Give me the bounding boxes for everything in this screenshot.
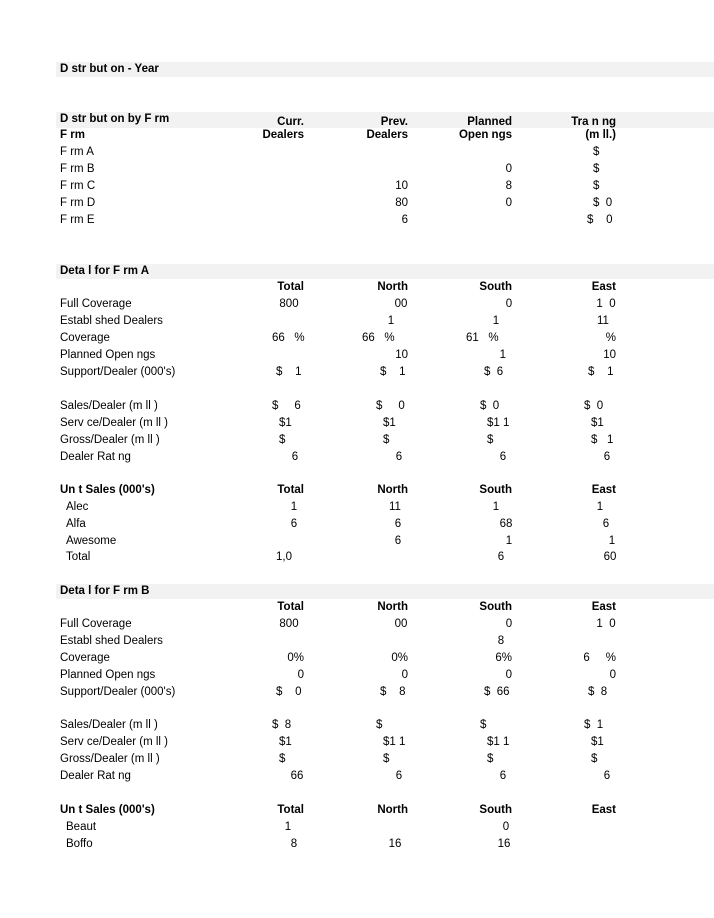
metric-north: 0 bbox=[401, 669, 408, 681]
metric-label: Full Coverage bbox=[60, 618, 132, 630]
metric-label: Support/Dealer (000's) bbox=[60, 686, 176, 698]
metric-total: 0% bbox=[287, 652, 304, 664]
metric-east: 0 bbox=[609, 669, 616, 681]
metric-east: % bbox=[605, 332, 616, 344]
firm-row-training: $ 0 bbox=[587, 214, 613, 226]
firm-row-label: F rm D bbox=[60, 197, 96, 209]
metric-east: 6 bbox=[603, 451, 611, 463]
firm-row-label: F rm E bbox=[60, 214, 95, 226]
metric-total: 66 % bbox=[272, 332, 305, 344]
header-prev-dealers-1: Prev. bbox=[380, 116, 408, 128]
col-header-total: Total bbox=[277, 804, 304, 816]
metric-east: $ 1 bbox=[584, 719, 604, 731]
col-header-north: North bbox=[377, 601, 408, 613]
header-curr-dealers-2: Dealers bbox=[262, 129, 304, 141]
metric-north: 1 bbox=[387, 315, 395, 327]
firm-row-training: $ bbox=[593, 146, 600, 158]
metric-north: 10 bbox=[395, 349, 408, 361]
metric-east: $1 bbox=[591, 417, 604, 429]
metric-south: 1 bbox=[499, 349, 506, 361]
metric-label: Sales/Dealer (m ll ) bbox=[60, 719, 158, 731]
col-header-south: South bbox=[479, 281, 512, 293]
metric-north: $ bbox=[383, 753, 390, 765]
metric-east: $ 1 bbox=[591, 434, 614, 446]
col-header-east: East bbox=[591, 281, 616, 293]
metric-label: Full Coverage bbox=[60, 298, 132, 310]
header-prev-dealers-2: Dealers bbox=[366, 129, 408, 141]
metric-total: 66 bbox=[290, 770, 304, 782]
metric-north: 00 bbox=[394, 618, 408, 630]
metric-north: $ bbox=[383, 434, 390, 446]
metric-south: $ bbox=[480, 719, 487, 731]
distribution-title: D str but on by F rm bbox=[60, 113, 170, 125]
unit-north: 6 bbox=[394, 518, 402, 530]
firm-row-prev: 6 bbox=[401, 214, 408, 226]
col-header-total: Total bbox=[277, 281, 304, 293]
metric-total: $ bbox=[279, 753, 286, 765]
firm-row-training: $ 0 bbox=[593, 197, 613, 209]
metric-label: Serv ce/Dealer (m ll ) bbox=[60, 417, 168, 429]
metric-south: $ bbox=[487, 753, 494, 765]
metric-total: 0 bbox=[297, 669, 304, 681]
metric-east: $ 8 bbox=[588, 686, 608, 698]
metric-label: Planned Open ngs bbox=[60, 669, 156, 681]
metric-south: 0 bbox=[505, 618, 513, 630]
metric-north: 66 % bbox=[362, 332, 395, 344]
firm-row-prev: 10 bbox=[395, 180, 408, 192]
firm-row-planned: 0 bbox=[505, 197, 512, 209]
product-label: Total bbox=[66, 551, 91, 563]
metric-south: $1 1 bbox=[487, 417, 510, 429]
metric-label: Gross/Dealer (m ll ) bbox=[60, 753, 160, 765]
unit-total: 8 bbox=[290, 838, 298, 850]
metric-north: $ 8 bbox=[380, 686, 406, 698]
metric-label: Dealer Rat ng bbox=[60, 451, 131, 463]
metric-east: $ 1 bbox=[588, 366, 614, 378]
metric-label: Establ shed Dealers bbox=[60, 635, 163, 647]
metric-total: 800 bbox=[279, 298, 299, 310]
metric-south: $ bbox=[487, 434, 494, 446]
unit-south: 6 bbox=[497, 551, 505, 563]
metric-south: 6 bbox=[499, 770, 507, 782]
firm-row-label: F rm B bbox=[60, 163, 95, 175]
firm-column-label: F rm bbox=[60, 129, 85, 141]
metric-east: 6 bbox=[603, 770, 611, 782]
metric-east: $ bbox=[591, 753, 598, 765]
unit-north: 11 bbox=[389, 501, 401, 513]
firm-row-label: F rm A bbox=[60, 146, 94, 158]
col-header-east: East bbox=[591, 601, 616, 613]
metric-label: Coverage bbox=[60, 332, 110, 344]
metric-south: 1 bbox=[492, 315, 500, 327]
metric-total: $1 bbox=[279, 417, 292, 429]
metric-east: 1 0 bbox=[596, 298, 616, 310]
unit-total: 1,0 bbox=[276, 551, 292, 563]
metric-north: $ 0 bbox=[376, 400, 405, 412]
metric-label: Sales/Dealer (m ll ) bbox=[60, 400, 158, 412]
col-header-east: East bbox=[591, 804, 616, 816]
unit-total: 1 bbox=[290, 501, 298, 513]
metric-east: $1 bbox=[591, 736, 604, 748]
unit-east: 60 bbox=[603, 551, 617, 563]
metric-north: 0% bbox=[391, 652, 408, 664]
metric-label: Serv ce/Dealer (m ll ) bbox=[60, 736, 168, 748]
product-label: Alec bbox=[66, 501, 89, 513]
metric-south: $ 66 bbox=[484, 686, 510, 698]
metric-total: $1 bbox=[279, 736, 292, 748]
section-title: D str but on - Year bbox=[60, 63, 159, 75]
metric-south: 6% bbox=[495, 652, 512, 664]
product-label: Beaut bbox=[66, 821, 97, 833]
header-training-2: (m ll.) bbox=[585, 129, 616, 141]
unit-south: 0 bbox=[502, 821, 510, 833]
firm-row-planned: 8 bbox=[505, 180, 512, 192]
unit-south: 1 bbox=[505, 535, 513, 547]
firm-row-label: F rm C bbox=[60, 180, 96, 192]
section-band bbox=[56, 584, 714, 599]
firm-row-training: $ bbox=[593, 180, 600, 192]
metric-total: $ 8 bbox=[272, 719, 292, 731]
metric-east: 11 bbox=[597, 315, 609, 327]
col-header-south: South bbox=[479, 601, 512, 613]
firm-row-planned: 0 bbox=[505, 163, 512, 175]
unit-south: 1 bbox=[492, 501, 500, 513]
col-header-north: North bbox=[377, 281, 408, 293]
metric-north: 6 bbox=[395, 451, 403, 463]
metric-total: 800 bbox=[279, 618, 299, 630]
metric-east: 6 % bbox=[583, 652, 616, 664]
metric-north: $ 1 bbox=[380, 366, 406, 378]
header-training-1: Tra n ng bbox=[571, 116, 616, 128]
header-planned-openings-1: Planned bbox=[467, 116, 512, 128]
col-header-east: East bbox=[591, 484, 616, 496]
detail-a-title: Deta l for F rm A bbox=[60, 265, 150, 277]
unit-north: 6 bbox=[394, 535, 402, 547]
metric-south: 6 bbox=[499, 451, 507, 463]
metric-south: $1 1 bbox=[487, 736, 510, 748]
unit-south: 68 bbox=[499, 518, 513, 530]
metric-total: $ 1 bbox=[276, 366, 302, 378]
metric-total: $ 0 bbox=[276, 686, 302, 698]
metric-label: Gross/Dealer (m ll ) bbox=[60, 434, 160, 446]
metric-label: Support/Dealer (000's) bbox=[60, 366, 176, 378]
unit-east: 1 bbox=[596, 501, 604, 513]
unit-east: 6 bbox=[602, 518, 610, 530]
col-header-north: North bbox=[377, 804, 408, 816]
header-curr-dealers-1: Curr. bbox=[277, 116, 304, 128]
metric-east: $ 0 bbox=[584, 400, 604, 412]
metric-east: 1 0 bbox=[596, 618, 616, 630]
unit-east: 1 bbox=[608, 535, 616, 547]
section-band bbox=[56, 264, 714, 279]
firm-row-training: $ bbox=[593, 163, 600, 175]
product-label: Boffo bbox=[66, 838, 93, 850]
metric-north: 00 bbox=[394, 298, 408, 310]
metric-total: 6 bbox=[291, 451, 299, 463]
metric-north: 6 bbox=[395, 770, 403, 782]
unit-south: 16 bbox=[497, 838, 511, 850]
col-header-south: South bbox=[479, 804, 512, 816]
header-planned-openings-2: Open ngs bbox=[458, 129, 512, 141]
metric-label: Dealer Rat ng bbox=[60, 770, 131, 782]
metric-east: 10 bbox=[603, 349, 616, 361]
metric-label: Establ shed Dealers bbox=[60, 315, 163, 327]
metric-north: $1 1 bbox=[383, 736, 406, 748]
unit-total: 1 bbox=[284, 821, 292, 833]
metric-label: Planned Open ngs bbox=[60, 349, 156, 361]
col-header-north: North bbox=[377, 484, 408, 496]
unit-total: 6 bbox=[290, 518, 298, 530]
metric-south: 0 bbox=[505, 298, 513, 310]
metric-total: $ bbox=[279, 434, 286, 446]
col-header-total: Total bbox=[277, 484, 304, 496]
product-label: Alfa bbox=[66, 518, 86, 530]
metric-south: 0 bbox=[505, 669, 512, 681]
detail-b-title: Deta l for F rm B bbox=[60, 585, 150, 597]
firm-row-prev: 80 bbox=[395, 197, 408, 209]
unit-sales-title: Un t Sales (000's) bbox=[60, 804, 155, 816]
product-label: Awesome bbox=[66, 535, 117, 547]
metric-north: $ bbox=[376, 719, 383, 731]
unit-sales-title: Un t Sales (000's) bbox=[60, 484, 155, 496]
metric-total: $ 6 bbox=[272, 400, 301, 412]
metric-south: $ 6 bbox=[484, 366, 504, 378]
col-header-south: South bbox=[479, 484, 512, 496]
metric-label: Coverage bbox=[60, 652, 110, 664]
unit-north: 16 bbox=[388, 838, 402, 850]
metric-north: $1 bbox=[383, 417, 396, 429]
col-header-total: Total bbox=[277, 601, 304, 613]
metric-south: $ 0 bbox=[480, 400, 500, 412]
metric-south: 8 bbox=[497, 635, 505, 647]
metric-south: 61 % bbox=[466, 332, 499, 344]
